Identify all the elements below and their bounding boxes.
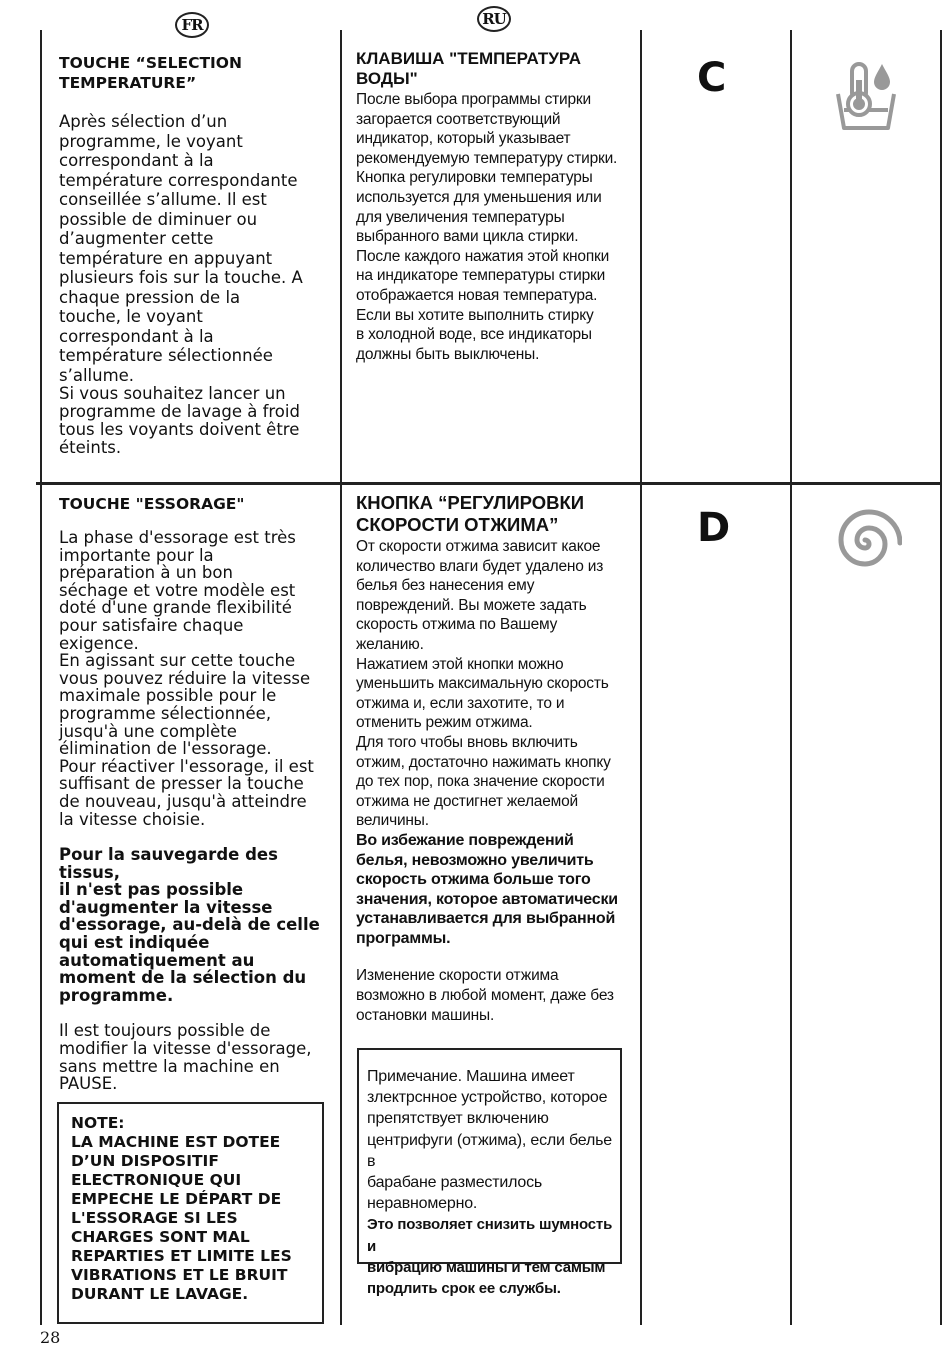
ru-note-bold-text: Это позволяет снизить шумность и вибрацию машины и тем самым продлить срок ее службы.	[367, 1216, 613, 1298]
fr-title-temperature: TOUCHE “SELECTION TEMPERATURE”	[59, 54, 242, 92]
ru-body-temperature: После выбора программы стирки загорается соответствующий индикатор, который указывает рекомендуемую температуру стирки. Кнопка регулировки температуры используется для уменьшения или для увеличения температуры выбранного вами цикла стирки. После каждого нажатия этой кнопки на индикаторе температуры стирки отображается новая температура. Если вы хотите выполнить стирку в холодной воде, все индикаторы должны быть выключены.	[356, 91, 618, 363]
temperature-icon	[836, 60, 896, 132]
fr-body-temperature-cold: Si vous souhaitez lancer un programme de lavage à froid tous les voyants doivent être éteints.	[59, 384, 300, 457]
spin-spiral-icon	[828, 506, 902, 582]
page-number: 28	[40, 1328, 61, 1347]
fr-note-box	[57, 1102, 324, 1324]
ru-title-spin: КНОПКА “РЕГУЛИРОВКИ СКОРОСТИ ОТЖИМА”	[356, 492, 585, 535]
fr-title-spin: TOUCHE "ESSORAGE"	[59, 495, 245, 513]
fr-body-temperature: Après sélection d’un programme, le voyant correspondant à la température correspondante conseillée s’allume. Il est possible de diminuer ou d’augmenter cette température en appuyant plusieurs fois sur la touche. A chaque pression de la touche, le voyant correspondant à la température sélectionnée s’allume.	[59, 112, 303, 385]
ru-note-box	[357, 1048, 622, 1298]
ru-bold-spin-warning: Во избежание повреждений белья, невозможно увеличить скорость отжима больше того значения, которое автоматически устанавливается для выбранной программы.	[356, 831, 618, 947]
column-rule-4	[790, 30, 792, 1325]
section-divider	[36, 482, 942, 485]
column-rule-3	[640, 30, 642, 1325]
ru-body-spin-anytime: Изменение скорости отжима возможно в любой момент, даже без остановки машины.	[356, 967, 614, 1024]
fr-body-spin-pause: Il est toujours possible de modifier la vitesse d'essorage, sans mettre la machine en PAUSE.	[59, 1021, 312, 1094]
lang-badge-ru: RU	[477, 6, 511, 32]
ru-title-temperature: КЛАВИША "ТЕМПЕРАТУРА ВОДЫ"	[356, 49, 582, 88]
ru-note-text: Примечание. Машина имеет злектрснное устройство, которое препятствует включению центрифуги (отжима), если белье в барабане разместилось неравномерно.	[367, 1068, 612, 1213]
fr-note-text: NOTE: LA MACHINE EST DOTEE D’UN DISPOSITIF ELECTRONIQUE QUI EMPECHE LE DÉPART DE L'ESSORAGE SI LES CHARGES SONT MAL REPARTIES ET LIMITE LES VIBRATIONS ET LE BRUIT DURANT LE LAVAGE.	[71, 1114, 292, 1303]
section-c-ru	[356, 49, 636, 364]
section-letter-c: C	[697, 55, 727, 101]
column-rule-2	[340, 30, 342, 1325]
section-letter-d: D	[697, 505, 731, 551]
lang-badge-fr: FR	[175, 12, 209, 38]
column-rule-1	[40, 30, 42, 1325]
fr-bold-spin-warning: Pour la sauvegarde des tissus, il n'est pas possible d'augmenter la vitesse d'essorage, au-delà de celle qui est indiquée automatiquement au moment de la sélection du programme.	[59, 845, 320, 1005]
section-d-fr	[59, 494, 334, 1093]
fr-body-spin: La phase d'essorage est très importante pour la préparation à un bon séchage et votre modèle est doté d'une grande flexibilité pour satisfaire chaque exigence. En agissant sur cette touche vous pouvez réduire la vitesse maximale possible pour le programme sélectionnée, jusqu'à une complète élimination de l'essorage. Pour réactiver l'essorage, il est suffisant de presser la touche de nouveau, jusqu'à atteindre la vitesse choisie.	[59, 528, 314, 829]
ru-body-spin: От скорости отжима зависит какое количество влаги будет удалено из белья без нанесения ему повреждений. Вы можете задать скорость отжима по Вашему желанию. Нажатием этой кнопки можно уменьшить максимальную скорость отжима и, если захотите, то и отменить режим отжима. Для того чтобы вновь включить отжим, достаточно нажимать кнопку до тех пор, пока значение скорости отжима не достигнет желаемой величины.	[356, 538, 611, 830]
section-c-fr	[59, 53, 334, 457]
section-d-ru	[356, 492, 638, 1025]
column-rule-5	[940, 30, 942, 1325]
